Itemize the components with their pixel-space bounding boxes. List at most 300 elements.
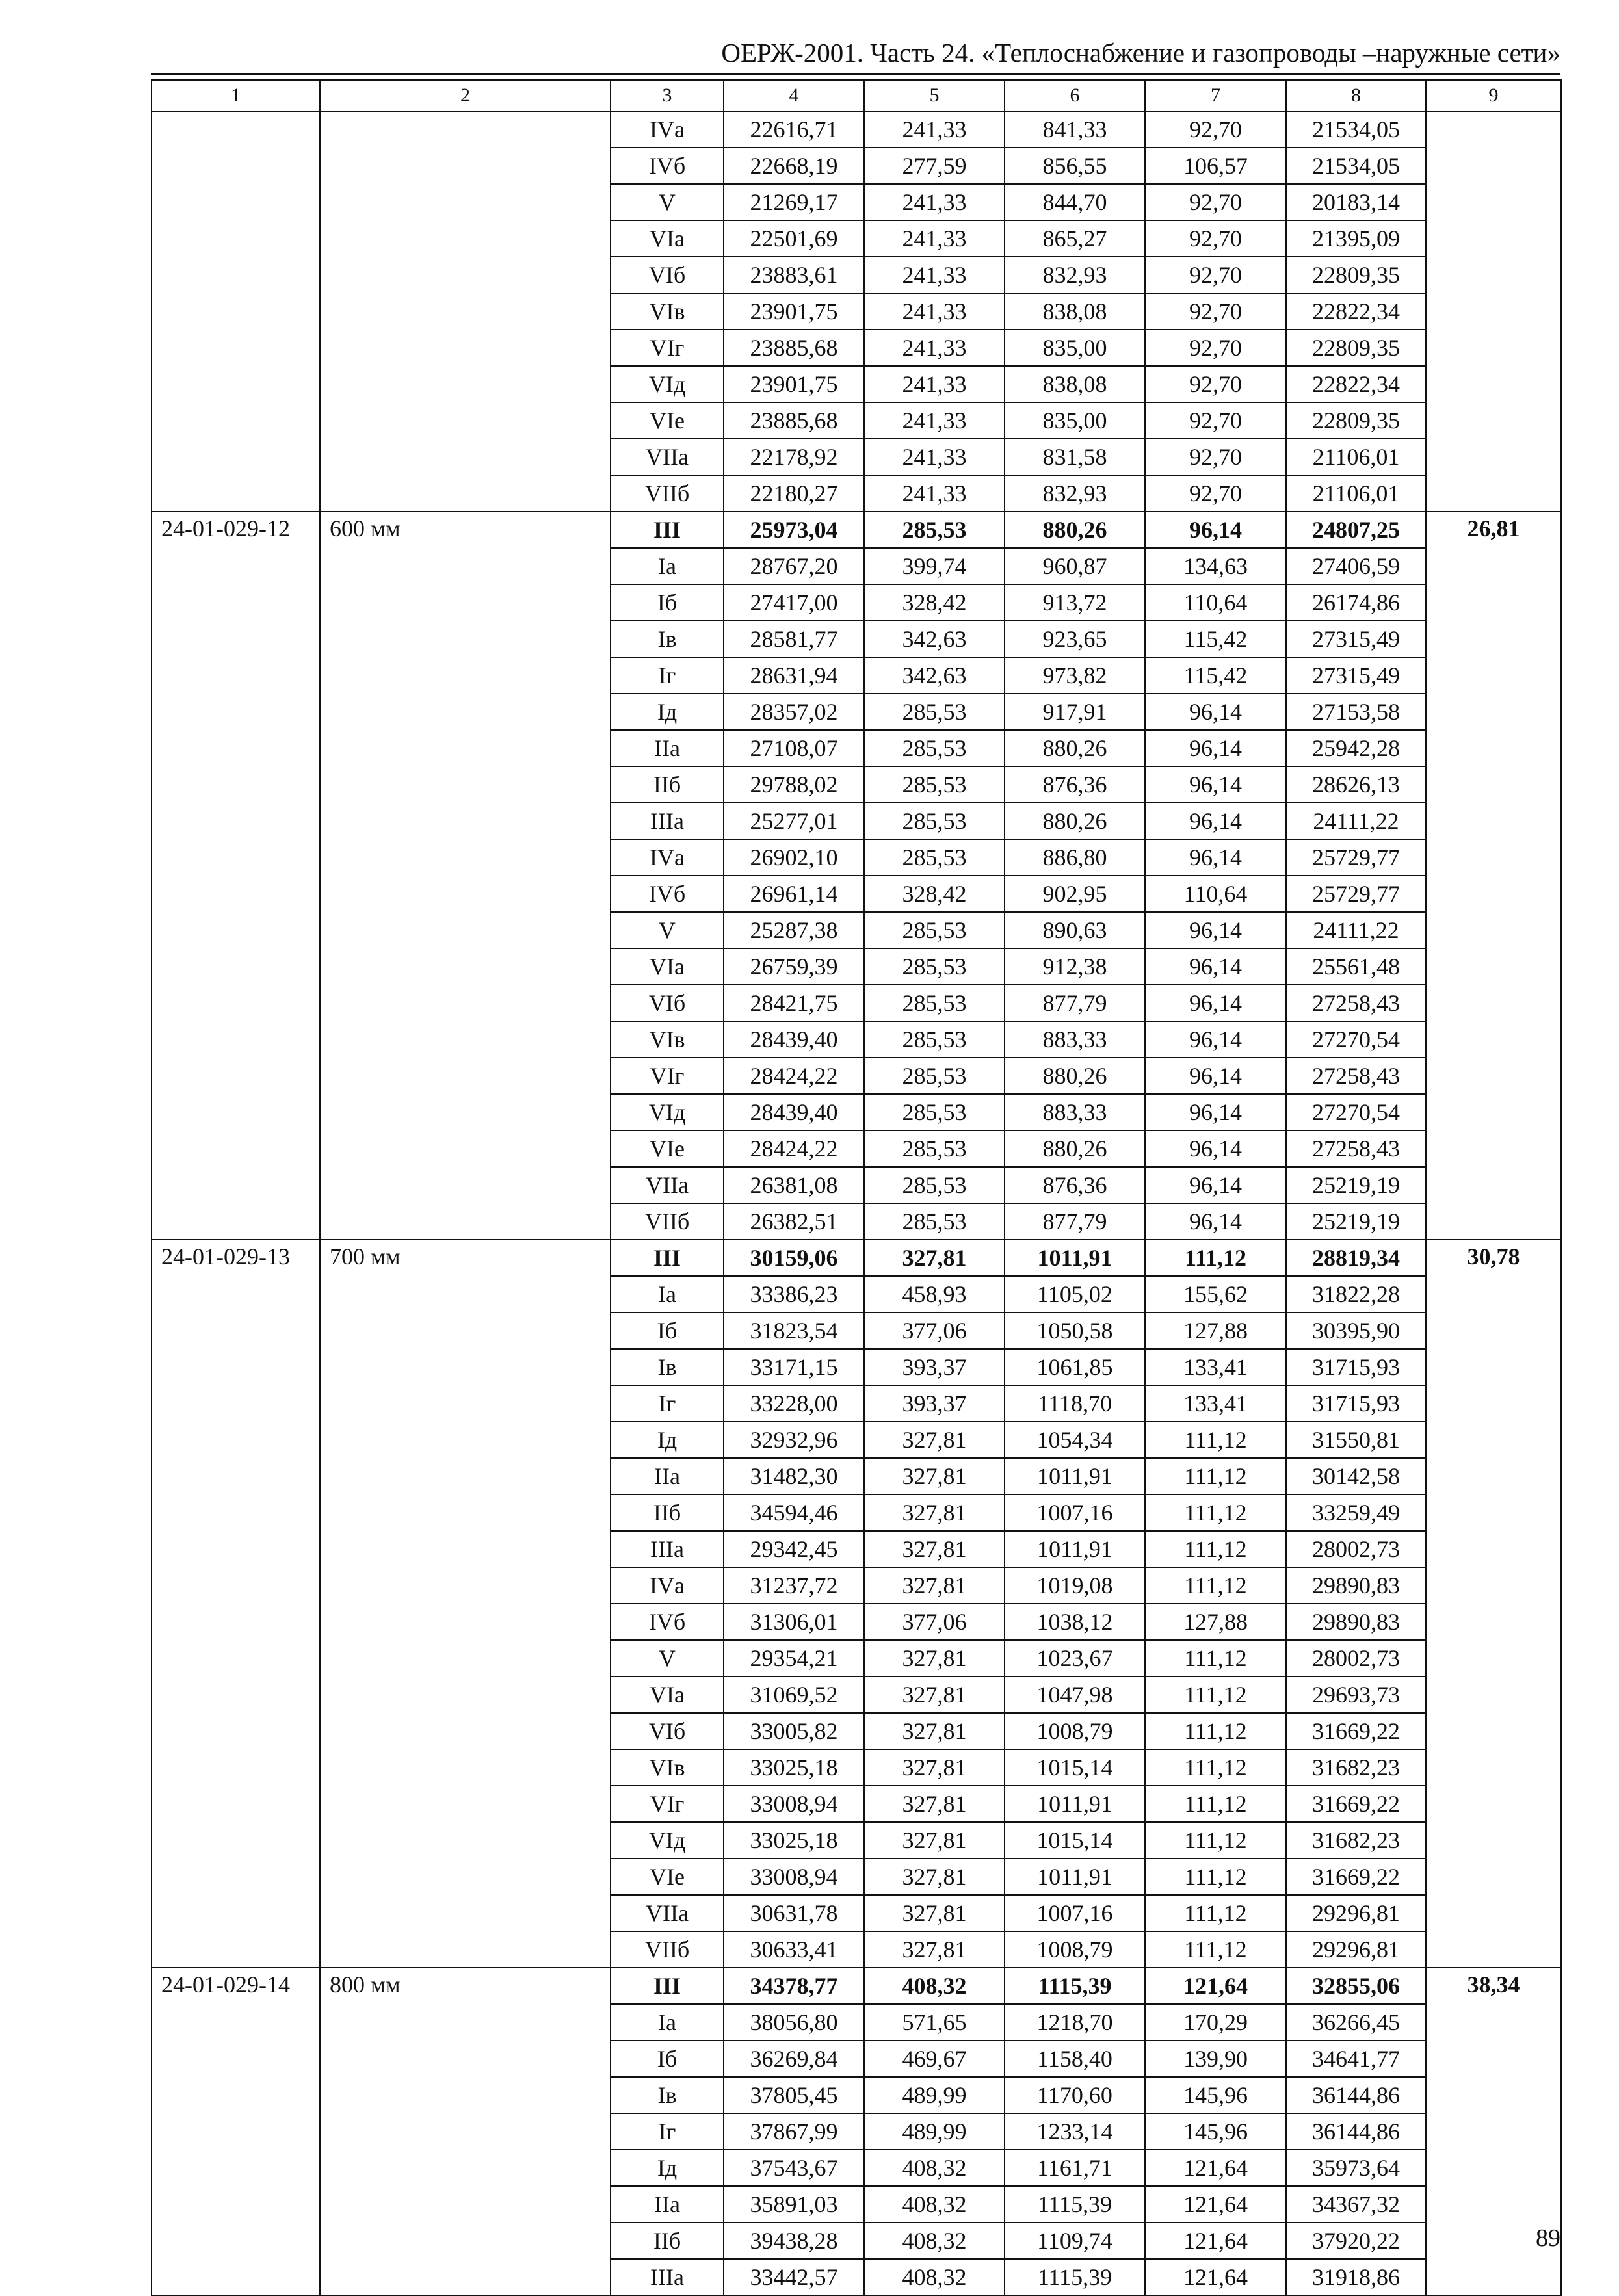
value-cell: 21269,17 xyxy=(724,184,864,220)
variant-cell: VIб xyxy=(611,985,724,1021)
value-cell: 31822,28 xyxy=(1286,1276,1426,1312)
variant-cell: IIIа xyxy=(611,2259,724,2295)
value-cell: 399,74 xyxy=(864,548,1005,584)
value-cell: 880,26 xyxy=(1005,512,1145,548)
variant-cell: V xyxy=(611,912,724,948)
value-cell: 31069,52 xyxy=(724,1676,864,1713)
variant-cell: VIг xyxy=(611,1786,724,1822)
value-cell: 1015,14 xyxy=(1005,1749,1145,1786)
rate-code-cell: 24-01-029-13 xyxy=(151,1240,320,1968)
value-cell: 1158,40 xyxy=(1005,2041,1145,2077)
value-cell: 133,41 xyxy=(1145,1349,1286,1385)
value-cell: 22501,69 xyxy=(724,220,864,257)
value-cell: 96,14 xyxy=(1145,803,1286,839)
column-number: 9 xyxy=(1426,80,1561,111)
value-cell: 1047,98 xyxy=(1005,1676,1145,1713)
value-cell: 37805,45 xyxy=(724,2077,864,2113)
value-cell: 328,42 xyxy=(864,876,1005,912)
value-cell: 23885,68 xyxy=(724,330,864,366)
value-cell: 23883,61 xyxy=(724,257,864,293)
variant-cell: VIIб xyxy=(611,1203,724,1240)
value-cell: 24807,25 xyxy=(1286,512,1426,548)
value-cell: 342,63 xyxy=(864,657,1005,694)
value-cell: 121,64 xyxy=(1145,1968,1286,2004)
value-cell: 111,12 xyxy=(1145,1676,1286,1713)
variant-cell: VIе xyxy=(611,1130,724,1167)
value-cell: 92,70 xyxy=(1145,184,1286,220)
value-cell: 111,12 xyxy=(1145,1859,1286,1895)
value-cell: 111,12 xyxy=(1145,1713,1286,1749)
column-number: 2 xyxy=(320,80,611,111)
value-cell: 327,81 xyxy=(864,1859,1005,1895)
rate-code-cell: 24-01-029-12 xyxy=(151,512,320,1240)
value-cell: 96,14 xyxy=(1145,1058,1286,1094)
value-cell: 34367,32 xyxy=(1286,2186,1426,2223)
value-cell: 28002,73 xyxy=(1286,1531,1426,1567)
value-cell: 96,14 xyxy=(1145,1203,1286,1240)
value-cell: 30631,78 xyxy=(724,1895,864,1931)
variant-cell: III xyxy=(611,1240,724,1276)
variant-cell: VIа xyxy=(611,220,724,257)
value-cell: 1115,39 xyxy=(1005,1968,1145,2004)
value-cell: 328,42 xyxy=(864,584,1005,621)
value-cell: 96,14 xyxy=(1145,985,1286,1021)
variant-cell: IIа xyxy=(611,730,724,766)
value-cell: 25973,04 xyxy=(724,512,864,548)
value-cell: 327,81 xyxy=(864,1531,1005,1567)
value-cell: 36266,45 xyxy=(1286,2004,1426,2041)
variant-cell: IIа xyxy=(611,1458,724,1494)
value-cell: 25561,48 xyxy=(1286,948,1426,985)
value-cell: 25219,19 xyxy=(1286,1203,1426,1240)
value-cell: 1008,79 xyxy=(1005,1713,1145,1749)
variant-cell: VIв xyxy=(611,1749,724,1786)
value-cell: 844,70 xyxy=(1005,184,1145,220)
column-number: 4 xyxy=(724,80,864,111)
value-cell: 241,33 xyxy=(864,293,1005,330)
value-cell: 31669,22 xyxy=(1286,1786,1426,1822)
variant-cell: V xyxy=(611,1640,724,1676)
value-cell: 1233,14 xyxy=(1005,2113,1145,2150)
value-cell: 28421,75 xyxy=(724,985,864,1021)
value-cell: 31823,54 xyxy=(724,1312,864,1349)
table-body xyxy=(151,111,1561,2295)
value-cell: 28439,40 xyxy=(724,1094,864,1130)
variant-cell: VIе xyxy=(611,402,724,439)
value-cell: 92,70 xyxy=(1145,366,1286,402)
value-cell: 115,42 xyxy=(1145,621,1286,657)
value-cell: 913,72 xyxy=(1005,584,1145,621)
column-number: 5 xyxy=(864,80,1005,111)
value-cell: 469,67 xyxy=(864,2041,1005,2077)
value-cell: 1011,91 xyxy=(1005,1786,1145,1822)
variant-cell: IVб xyxy=(611,1604,724,1640)
value-cell: 37543,67 xyxy=(724,2150,864,2186)
value-cell: 31715,93 xyxy=(1286,1385,1426,1422)
value-cell: 1015,14 xyxy=(1005,1822,1145,1859)
value-cell: 111,12 xyxy=(1145,1458,1286,1494)
rates-table xyxy=(151,79,1562,2296)
variant-cell: Iа xyxy=(611,2004,724,2041)
value-cell: 31918,86 xyxy=(1286,2259,1426,2295)
value-cell: 111,12 xyxy=(1145,1786,1286,1822)
variant-cell: IVб xyxy=(611,876,724,912)
value-cell: 27315,49 xyxy=(1286,621,1426,657)
value-cell: 22180,27 xyxy=(724,475,864,512)
total-cell: 26,81 xyxy=(1426,512,1561,1240)
value-cell: 31715,93 xyxy=(1286,1349,1426,1385)
page-header-title: ОЕРЖ-2001. Часть 24. «Теплоснабжение и газопроводы –наружные сети» xyxy=(721,38,1560,68)
value-cell: 865,27 xyxy=(1005,220,1145,257)
value-cell: 902,95 xyxy=(1005,876,1145,912)
value-cell: 35973,64 xyxy=(1286,2150,1426,2186)
value-cell: 111,12 xyxy=(1145,1240,1286,1276)
value-cell: 917,91 xyxy=(1005,694,1145,730)
variant-cell: VIд xyxy=(611,366,724,402)
value-cell: 28424,22 xyxy=(724,1058,864,1094)
variant-cell: VIб xyxy=(611,1713,724,1749)
total-cell xyxy=(1426,111,1561,512)
value-cell: 1011,91 xyxy=(1005,1458,1145,1494)
value-cell: 241,33 xyxy=(864,439,1005,475)
column-number: 7 xyxy=(1145,80,1286,111)
value-cell: 883,33 xyxy=(1005,1021,1145,1058)
variant-cell: Iг xyxy=(611,657,724,694)
value-cell: 1011,91 xyxy=(1005,1240,1145,1276)
variant-cell: VIб xyxy=(611,257,724,293)
value-cell: 327,81 xyxy=(864,1895,1005,1931)
variant-cell: VIа xyxy=(611,1676,724,1713)
value-cell: 37867,99 xyxy=(724,2113,864,2150)
value-cell: 34594,46 xyxy=(724,1494,864,1531)
value-cell: 408,32 xyxy=(864,2223,1005,2259)
variant-cell: III xyxy=(611,512,724,548)
value-cell: 880,26 xyxy=(1005,730,1145,766)
value-cell: 21395,09 xyxy=(1286,220,1426,257)
value-cell: 327,81 xyxy=(864,1676,1005,1713)
value-cell: 285,53 xyxy=(864,694,1005,730)
table-row xyxy=(151,1968,1561,2004)
value-cell: 28439,40 xyxy=(724,1021,864,1058)
value-cell: 28631,94 xyxy=(724,657,864,694)
value-cell: 890,63 xyxy=(1005,912,1145,948)
value-cell: 1170,60 xyxy=(1005,2077,1145,2113)
value-cell: 134,63 xyxy=(1145,548,1286,584)
table-row xyxy=(151,111,1561,148)
value-cell: 1019,08 xyxy=(1005,1567,1145,1604)
value-cell: 36269,84 xyxy=(724,2041,864,2077)
diameter-cell xyxy=(320,111,611,512)
value-cell: 28767,20 xyxy=(724,548,864,584)
value-cell: 33025,18 xyxy=(724,1822,864,1859)
variant-cell: IVа xyxy=(611,839,724,876)
variant-cell: VIIа xyxy=(611,439,724,475)
value-cell: 241,33 xyxy=(864,402,1005,439)
value-cell: 1115,39 xyxy=(1005,2259,1145,2295)
value-cell: 92,70 xyxy=(1145,220,1286,257)
value-cell: 33442,57 xyxy=(724,2259,864,2295)
value-cell: 26174,86 xyxy=(1286,584,1426,621)
value-cell: 96,14 xyxy=(1145,766,1286,803)
value-cell: 33008,94 xyxy=(724,1859,864,1895)
value-cell: 121,64 xyxy=(1145,2223,1286,2259)
value-cell: 127,88 xyxy=(1145,1312,1286,1349)
value-cell: 327,81 xyxy=(864,1240,1005,1276)
value-cell: 111,12 xyxy=(1145,1422,1286,1458)
value-cell: 28002,73 xyxy=(1286,1640,1426,1676)
variant-cell: Iб xyxy=(611,1312,724,1349)
value-cell: 38056,80 xyxy=(724,2004,864,2041)
value-cell: 1054,34 xyxy=(1005,1422,1145,1458)
variant-cell: Iб xyxy=(611,2041,724,2077)
value-cell: 92,70 xyxy=(1145,439,1286,475)
value-cell: 25942,28 xyxy=(1286,730,1426,766)
table-row xyxy=(151,512,1561,548)
value-cell: 26382,51 xyxy=(724,1203,864,1240)
value-cell: 27108,07 xyxy=(724,730,864,766)
variant-cell: Iб xyxy=(611,584,724,621)
value-cell: 342,63 xyxy=(864,621,1005,657)
value-cell: 26961,14 xyxy=(724,876,864,912)
variant-cell: Iв xyxy=(611,621,724,657)
value-cell: 111,12 xyxy=(1145,1895,1286,1931)
diameter-cell: 700 мм xyxy=(320,1240,611,1968)
value-cell: 973,82 xyxy=(1005,657,1145,694)
value-cell: 571,65 xyxy=(864,2004,1005,2041)
value-cell: 96,14 xyxy=(1145,1167,1286,1203)
value-cell: 35891,03 xyxy=(724,2186,864,2223)
variant-cell: VIг xyxy=(611,330,724,366)
value-cell: 377,06 xyxy=(864,1604,1005,1640)
value-cell: 21106,01 xyxy=(1286,439,1426,475)
value-cell: 241,33 xyxy=(864,330,1005,366)
table-row xyxy=(151,1240,1561,1276)
value-cell: 111,12 xyxy=(1145,1531,1286,1567)
value-cell: 30395,90 xyxy=(1286,1312,1426,1349)
value-cell: 1011,91 xyxy=(1005,1531,1145,1567)
column-number: 1 xyxy=(151,80,320,111)
value-cell: 22809,35 xyxy=(1286,402,1426,439)
value-cell: 1218,70 xyxy=(1005,2004,1145,2041)
variant-cell: VIIб xyxy=(611,475,724,512)
value-cell: 111,12 xyxy=(1145,1931,1286,1968)
value-cell: 27417,00 xyxy=(724,584,864,621)
variant-cell: Iд xyxy=(611,2150,724,2186)
variant-cell: VIIб xyxy=(611,1931,724,1968)
value-cell: 31682,23 xyxy=(1286,1822,1426,1859)
value-cell: 145,96 xyxy=(1145,2113,1286,2150)
value-cell: 285,53 xyxy=(864,948,1005,985)
value-cell: 880,26 xyxy=(1005,1130,1145,1167)
value-cell: 96,14 xyxy=(1145,730,1286,766)
value-cell: 327,81 xyxy=(864,1422,1005,1458)
value-cell: 96,14 xyxy=(1145,512,1286,548)
value-cell: 285,53 xyxy=(864,803,1005,839)
value-cell: 1023,67 xyxy=(1005,1640,1145,1676)
value-cell: 327,81 xyxy=(864,1640,1005,1676)
value-cell: 285,53 xyxy=(864,985,1005,1021)
value-cell: 327,81 xyxy=(864,1713,1005,1749)
value-cell: 110,64 xyxy=(1145,584,1286,621)
value-cell: 876,36 xyxy=(1005,766,1145,803)
value-cell: 36144,86 xyxy=(1286,2077,1426,2113)
value-cell: 170,29 xyxy=(1145,2004,1286,2041)
variant-cell: Iв xyxy=(611,2077,724,2113)
total-cell: 30,78 xyxy=(1426,1240,1561,1968)
value-cell: 29342,45 xyxy=(724,1531,864,1567)
value-cell: 31237,72 xyxy=(724,1567,864,1604)
value-cell: 1038,12 xyxy=(1005,1604,1145,1640)
rate-code-cell xyxy=(151,111,320,512)
variant-cell: VIIа xyxy=(611,1167,724,1203)
variant-cell: III xyxy=(611,1968,724,2004)
value-cell: 26381,08 xyxy=(724,1167,864,1203)
value-cell: 34641,77 xyxy=(1286,2041,1426,2077)
value-cell: 29788,02 xyxy=(724,766,864,803)
value-cell: 1008,79 xyxy=(1005,1931,1145,1968)
value-cell: 28581,77 xyxy=(724,621,864,657)
value-cell: 877,79 xyxy=(1005,985,1145,1021)
value-cell: 111,12 xyxy=(1145,1494,1286,1531)
value-cell: 30159,06 xyxy=(724,1240,864,1276)
value-cell: 22822,34 xyxy=(1286,293,1426,330)
value-cell: 285,53 xyxy=(864,912,1005,948)
value-cell: 1007,16 xyxy=(1005,1494,1145,1531)
value-cell: 489,99 xyxy=(864,2113,1005,2150)
value-cell: 27406,59 xyxy=(1286,548,1426,584)
value-cell: 22809,35 xyxy=(1286,330,1426,366)
page-number: 89 xyxy=(1536,2224,1560,2252)
value-cell: 831,58 xyxy=(1005,439,1145,475)
value-cell: 835,00 xyxy=(1005,330,1145,366)
value-cell: 285,53 xyxy=(864,839,1005,876)
value-cell: 92,70 xyxy=(1145,330,1286,366)
value-cell: 277,59 xyxy=(864,148,1005,184)
value-cell: 26759,39 xyxy=(724,948,864,985)
value-cell: 1118,70 xyxy=(1005,1385,1145,1422)
value-cell: 29890,83 xyxy=(1286,1567,1426,1604)
value-cell: 241,33 xyxy=(864,220,1005,257)
value-cell: 22178,92 xyxy=(724,439,864,475)
value-cell: 96,14 xyxy=(1145,839,1286,876)
value-cell: 115,42 xyxy=(1145,657,1286,694)
value-cell: 133,41 xyxy=(1145,1385,1286,1422)
value-cell: 31550,81 xyxy=(1286,1422,1426,1458)
value-cell: 880,26 xyxy=(1005,1058,1145,1094)
value-cell: 856,55 xyxy=(1005,148,1145,184)
value-cell: 25277,01 xyxy=(724,803,864,839)
variant-cell: Iа xyxy=(611,1276,724,1312)
value-cell: 33008,94 xyxy=(724,1786,864,1822)
value-cell: 28626,13 xyxy=(1286,766,1426,803)
value-cell: 27258,43 xyxy=(1286,1130,1426,1167)
value-cell: 832,93 xyxy=(1005,475,1145,512)
value-cell: 22668,19 xyxy=(724,148,864,184)
value-cell: 21106,01 xyxy=(1286,475,1426,512)
value-cell: 285,53 xyxy=(864,1167,1005,1203)
value-cell: 832,93 xyxy=(1005,257,1145,293)
value-cell: 327,81 xyxy=(864,1567,1005,1604)
value-cell: 33025,18 xyxy=(724,1749,864,1786)
value-cell: 1007,16 xyxy=(1005,1895,1145,1931)
value-cell: 24111,22 xyxy=(1286,803,1426,839)
value-cell: 285,53 xyxy=(864,1021,1005,1058)
value-cell: 25729,77 xyxy=(1286,839,1426,876)
value-cell: 408,32 xyxy=(864,2259,1005,2295)
value-cell: 22809,35 xyxy=(1286,257,1426,293)
value-cell: 111,12 xyxy=(1145,1749,1286,1786)
variant-cell: IVб xyxy=(611,148,724,184)
value-cell: 408,32 xyxy=(864,1968,1005,2004)
variant-cell: Iг xyxy=(611,2113,724,2150)
value-cell: 25287,38 xyxy=(724,912,864,948)
value-cell: 110,64 xyxy=(1145,876,1286,912)
value-cell: 1109,74 xyxy=(1005,2223,1145,2259)
variant-cell: Iд xyxy=(611,694,724,730)
value-cell: 923,65 xyxy=(1005,621,1145,657)
variant-cell: IIIа xyxy=(611,803,724,839)
variant-cell: Iв xyxy=(611,1349,724,1385)
value-cell: 29296,81 xyxy=(1286,1895,1426,1931)
value-cell: 327,81 xyxy=(864,1458,1005,1494)
value-cell: 31682,23 xyxy=(1286,1749,1426,1786)
value-cell: 29890,83 xyxy=(1286,1604,1426,1640)
column-number: 6 xyxy=(1005,80,1145,111)
value-cell: 1050,58 xyxy=(1005,1312,1145,1349)
value-cell: 26902,10 xyxy=(724,839,864,876)
value-cell: 408,32 xyxy=(864,2186,1005,2223)
value-cell: 408,32 xyxy=(864,2150,1005,2186)
variant-cell: IIб xyxy=(611,1494,724,1531)
value-cell: 241,33 xyxy=(864,184,1005,220)
variant-cell: IIб xyxy=(611,2223,724,2259)
value-cell: 96,14 xyxy=(1145,948,1286,985)
value-cell: 28424,22 xyxy=(724,1130,864,1167)
rate-code-cell: 24-01-029-14 xyxy=(151,1968,320,2295)
variant-cell: IVа xyxy=(611,1567,724,1604)
value-cell: 1161,71 xyxy=(1005,2150,1145,2186)
value-cell: 458,93 xyxy=(864,1276,1005,1312)
variant-cell: VIв xyxy=(611,1021,724,1058)
variant-cell: IIIа xyxy=(611,1531,724,1567)
variant-cell: V xyxy=(611,184,724,220)
column-number: 8 xyxy=(1286,80,1426,111)
value-cell: 876,36 xyxy=(1005,1167,1145,1203)
value-cell: 285,53 xyxy=(864,1058,1005,1094)
value-cell: 39438,28 xyxy=(724,2223,864,2259)
variant-cell: VIд xyxy=(611,1094,724,1130)
value-cell: 241,33 xyxy=(864,111,1005,148)
value-cell: 28357,02 xyxy=(724,694,864,730)
variant-cell: Iд xyxy=(611,1422,724,1458)
header-rule xyxy=(151,73,1560,75)
value-cell: 25729,77 xyxy=(1286,876,1426,912)
variant-cell: VIIа xyxy=(611,1895,724,1931)
value-cell: 27258,43 xyxy=(1286,985,1426,1021)
value-cell: 27153,58 xyxy=(1286,694,1426,730)
value-cell: 1105,02 xyxy=(1005,1276,1145,1312)
variant-cell: VIа xyxy=(611,948,724,985)
value-cell: 285,53 xyxy=(864,766,1005,803)
value-cell: 838,08 xyxy=(1005,293,1145,330)
value-cell: 877,79 xyxy=(1005,1203,1145,1240)
variant-cell: IIа xyxy=(611,2186,724,2223)
column-number-row xyxy=(151,80,1561,111)
value-cell: 127,88 xyxy=(1145,1604,1286,1640)
value-cell: 111,12 xyxy=(1145,1822,1286,1859)
value-cell: 21534,05 xyxy=(1286,111,1426,148)
total-cell: 38,34 xyxy=(1426,1968,1561,2295)
